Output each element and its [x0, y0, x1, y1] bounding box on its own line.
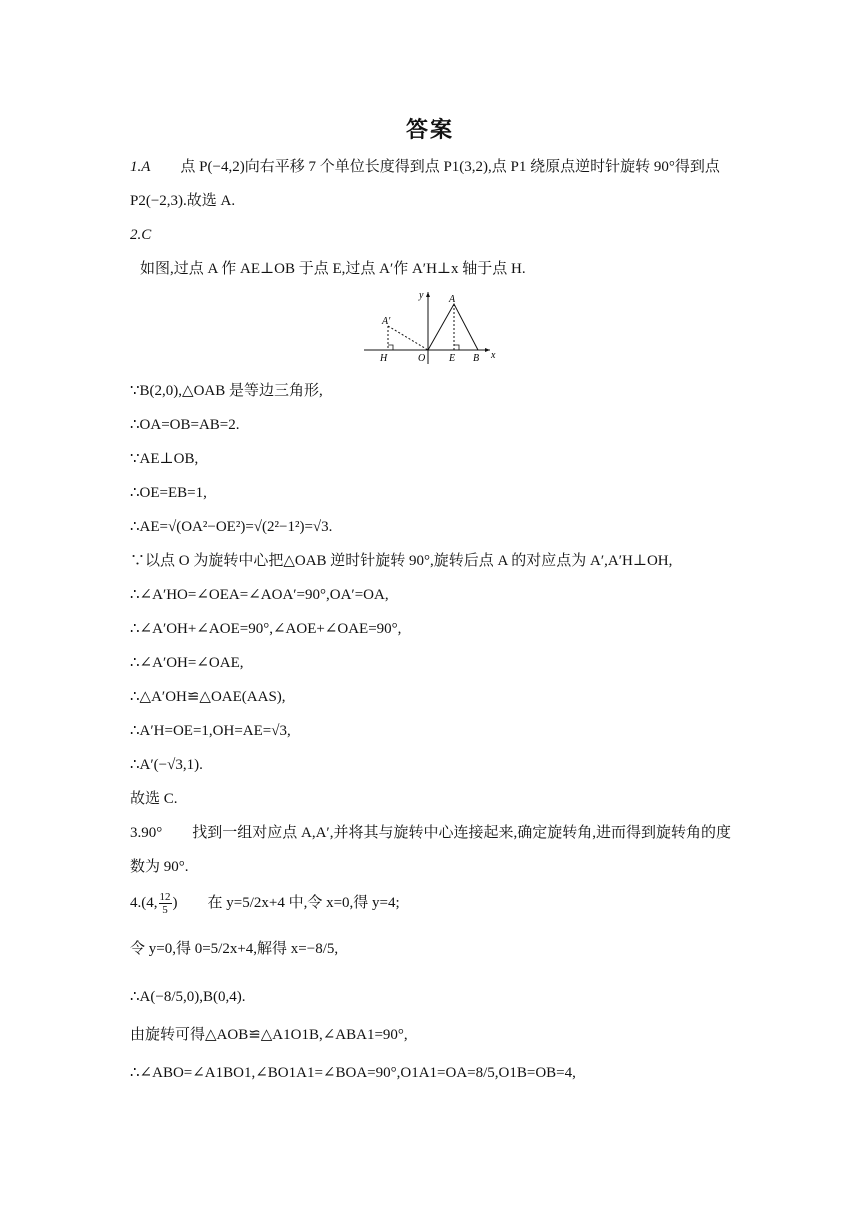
label-a: A: [449, 294, 456, 305]
q4-answer: 4.(4, $\frac{12}{5}$ ): [130, 891, 178, 916]
label-a-prime: A′: [382, 316, 391, 327]
q2-line: ∴OE=EB=1,: [130, 485, 207, 501]
segment-oa-prime: [388, 326, 428, 350]
x-axis-arrow: [485, 348, 490, 352]
q4-line: 由旋转可得△AOB≌△A1O1B,∠ABA1=90°,: [130, 1027, 408, 1043]
q4-text-1: 在 y=5/2x+4 中,令 x=0,得 y=4;: [207, 894, 400, 911]
q2-line: ∴∠A′OH=∠OAE,: [130, 655, 244, 671]
q2-line: ∴OA=OB=AB=2.: [130, 417, 240, 433]
q1-text-1: 点 P(−4,2)向右平移 7 个单位长度得到点 P1(3,2),点 P1 绕原点逆时针旋转 90°得到点: [180, 159, 720, 175]
q4-line: 令 y=0,得 0=5/2x+4,解得 x=−8/5,: [130, 941, 339, 957]
q2-line: ∴∠A′HO=∠OEA=∠AOA′=90°,OA′=OA,: [130, 587, 389, 603]
q1-line-1: [130, 157, 720, 177]
q2-line: ∴AE=√(OA²−OE²)=√(2²−1²)=√3.: [130, 519, 333, 535]
q2-line: ∴A′(−√3,1).: [130, 757, 203, 773]
q1-answer: 1.A: [130, 159, 151, 175]
label-h: H: [380, 353, 388, 364]
q4-answer-fraction: $\frac{12}{5}$: [159, 891, 171, 916]
label-y: y: [419, 290, 424, 301]
triangle-oab: [428, 304, 478, 350]
y-axis-arrow: [426, 292, 430, 297]
q2-line: ∵B(2,0),△OAB 是等边三角形,: [130, 383, 323, 399]
q4-line: ∴A(−8/5,0),B(0,4).: [130, 989, 246, 1005]
q2-answer: 2.C: [130, 227, 152, 243]
q1-line-2: P2(−2,3).故选 A.: [130, 193, 236, 209]
q2-line: ∵AE⊥OB,: [130, 451, 199, 467]
right-angle-h: [388, 345, 393, 350]
rotation-diagram: [360, 288, 500, 364]
q3-answer: 3.90°: [130, 825, 163, 841]
q2-line: ∵以点 O 为旋转中心把△OAB 逆时针旋转 90°,旋转后点 A 的对应点为 A′,A′H⊥OH,: [130, 553, 673, 569]
right-angle-e: [454, 345, 459, 350]
label-b: B: [473, 353, 480, 364]
page-title: 答案: [405, 118, 454, 143]
q2-line: ∴△A′OH≌△OAE(AAS),: [130, 689, 286, 705]
q3-text-1: 找到一组对应点 A,A′,并将其与旋转中心连接起来,确定旋转角,进而得到旋转角的度: [192, 825, 731, 841]
q2-line: ∴∠A′OH+∠AOE=90°,∠AOE+∠OAE=90°,: [130, 621, 402, 637]
label-e: E: [449, 353, 456, 364]
q4-line-1: [130, 891, 400, 916]
label-o: O: [418, 353, 426, 364]
q3-line-2: 数为 90°.: [130, 859, 189, 875]
q2-line: 故选 C.: [130, 791, 178, 807]
q2-line: ∴A′H=OE=1,OH=AE=√3,: [130, 723, 291, 739]
q3-line-1: [130, 823, 731, 843]
q4-line: ∴∠ABO=∠A1BO1,∠BO1A1=∠BOA=90°,O1A1=OA=8/5,O1B=OB=4,: [130, 1065, 576, 1081]
label-x: x: [491, 350, 496, 361]
q2-intro: 如图,过点 A 作 AE⊥OB 于点 E,过点 A′作 A′H⊥x 轴于点 H.: [140, 261, 526, 277]
